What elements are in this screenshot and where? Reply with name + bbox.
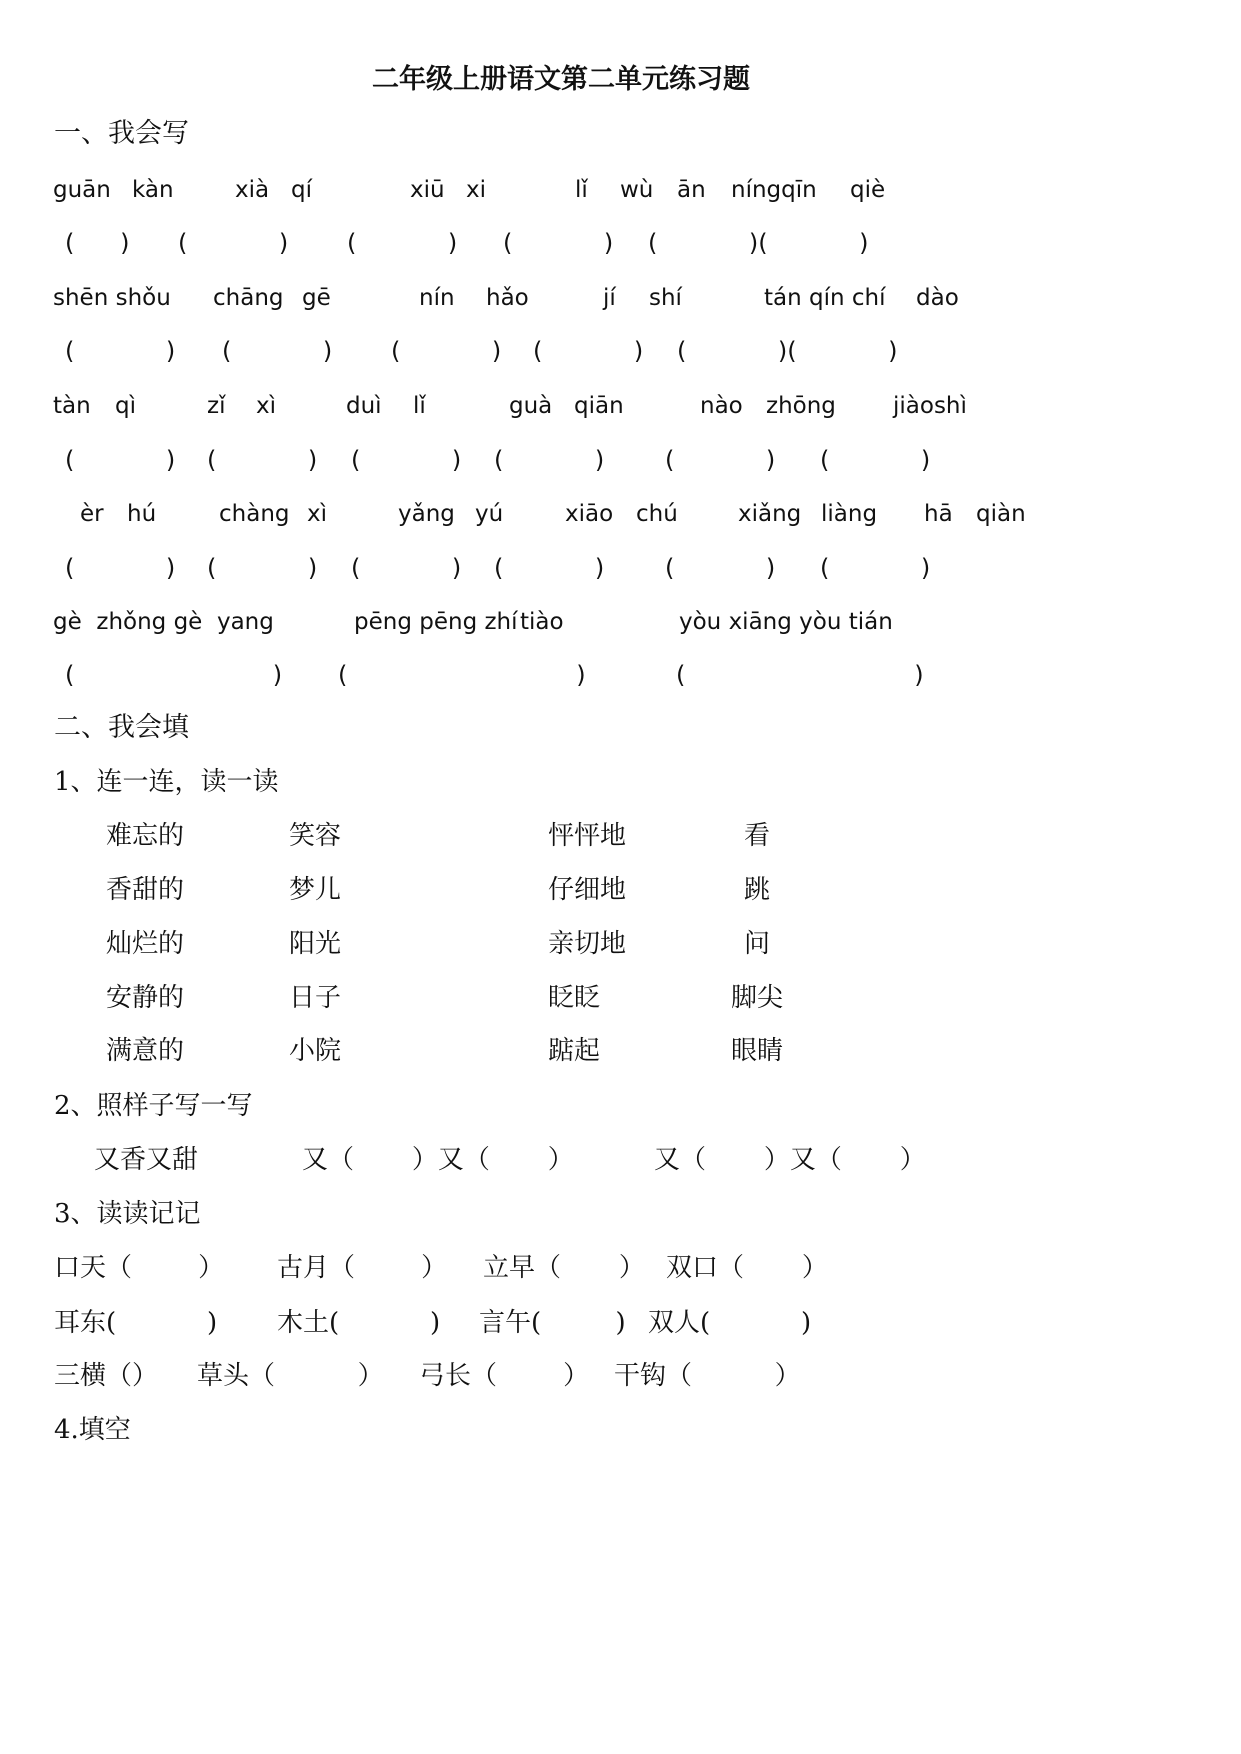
pinyin: shēn shǒu [53,285,171,311]
pinyin: qiè [850,177,886,203]
answer-blank[interactable]: ( ) [665,554,776,582]
pinyin: xià [235,177,270,203]
match-word[interactable]: 亲切地 [548,929,627,959]
pinyin: nín [419,285,455,311]
character-blank[interactable]: 草头（ ） [197,1361,384,1391]
pinyin: zhōng [766,393,836,419]
pattern-example: 又香又甜 [94,1145,199,1175]
pinyin: wù [620,177,654,203]
match-word[interactable]: 小院 [289,1036,342,1066]
pinyin: xì [307,501,328,527]
pinyin: zǐ [207,393,226,419]
pinyin: yòu xiāng yòu tián [679,609,893,635]
answer-blank[interactable]: ( ) [65,661,283,689]
answer-blank[interactable]: ( ) [65,554,176,582]
character-blank[interactable]: 双口（ ） [666,1253,828,1283]
character-blank[interactable]: 双人( ) [648,1308,812,1338]
pinyin: hā [924,501,953,527]
pattern-blank[interactable]: 又（ ）又（ ） [302,1145,574,1175]
answer-blank[interactable]: ( ) [351,554,462,582]
pinyin: guà [509,393,553,419]
match-word[interactable]: 脚尖 [731,983,784,1013]
pattern-blank[interactable]: 又（ ）又（ ） [654,1145,926,1175]
pinyin: lǐ [575,177,588,203]
pinyin: duì [346,393,382,419]
pinyin: hú [127,501,157,527]
match-word[interactable]: 看 [744,821,771,851]
pinyin: xiǎng [738,501,802,527]
character-blank[interactable]: 耳东( ) [54,1308,218,1338]
pinyin: tàn [53,393,91,419]
match-word[interactable]: 眼睛 [731,1036,784,1066]
answer-blank[interactable]: ( ) [820,446,931,474]
pinyin: guān [53,177,111,203]
answer-blank[interactable]: ( )( ) [648,229,869,257]
pinyin: gè zhǒng gè yang [53,609,274,635]
answer-blank[interactable]: ( )( ) [677,337,898,365]
question-1-label: 1、连一连，读一读 [54,767,279,797]
character-blank[interactable]: 弓长（ ） [419,1361,590,1391]
answer-blank[interactable]: ( ) [65,229,130,257]
match-word[interactable]: 踮起 [548,1036,601,1066]
pinyin: xiū [410,177,445,203]
pinyin: pēng pēng zhí [354,609,518,635]
pinyin: yú [475,501,504,527]
pinyin: jiàoshì [893,393,967,419]
character-blank[interactable]: 立早（ ） [483,1253,645,1283]
pinyin: ān [677,177,706,203]
answer-blank[interactable]: ( ) [351,446,462,474]
pinyin: yǎng [398,501,455,527]
answer-blank[interactable]: ( ) [338,661,586,689]
answer-blank[interactable]: ( ) [65,337,176,365]
match-word[interactable]: 梦儿 [289,875,342,905]
pinyin: xi [466,177,487,203]
match-word[interactable]: 满意的 [106,1036,185,1066]
pinyin: èr [80,501,104,527]
question-3-label: 3、读读记记 [54,1199,201,1229]
question-4-label: 4.填空 [54,1415,131,1445]
page-title: 二年级上册语文第二单元练习题 [372,64,750,95]
question-2-label: 2、照样子写一写 [54,1091,253,1121]
answer-blank[interactable]: ( ) [820,554,931,582]
answer-blank[interactable]: ( ) [347,229,458,257]
pinyin: níngqīn [731,177,817,203]
match-word[interactable]: 香甜的 [106,875,185,905]
answer-blank[interactable]: ( ) [494,446,605,474]
answer-blank[interactable]: ( ) [207,446,318,474]
pinyin: chú [636,501,678,527]
answer-blank[interactable]: ( ) [391,337,502,365]
match-word[interactable]: 跳 [744,875,771,905]
answer-blank[interactable]: ( ) [494,554,605,582]
answer-blank[interactable]: ( ) [503,229,614,257]
match-word[interactable]: 怦怦地 [548,821,627,851]
pinyin: xiāo [565,501,614,527]
pinyin: dào [916,285,959,311]
answer-blank[interactable]: ( ) [178,229,289,257]
answer-blank[interactable]: ( ) [222,337,333,365]
pinyin: liàng [821,501,878,527]
match-word[interactable]: 阳光 [289,929,342,959]
section-2-heading: 二、我会填 [54,712,189,743]
character-blank[interactable]: 木土( ) [277,1308,441,1338]
pinyin: qiàn [976,501,1026,527]
pinyin: tiào [520,609,564,635]
match-word[interactable]: 难忘的 [106,821,185,851]
pinyin: chàng [219,501,290,527]
character-blank[interactable]: 干钩（ ） [614,1361,801,1391]
pinyin: jí [603,285,616,311]
answer-blank[interactable]: ( ) [65,446,176,474]
pinyin: xì [256,393,277,419]
match-word[interactable]: 眨眨 [548,983,601,1013]
pinyin: shí [649,285,682,311]
match-word[interactable]: 日子 [289,983,342,1013]
section-1-heading: 一、我会写 [54,118,189,149]
pinyin: qí [291,177,312,203]
answer-blank[interactable]: ( ) [533,337,644,365]
match-word[interactable]: 灿烂的 [106,929,185,959]
pinyin: gē [302,285,331,311]
answer-blank[interactable]: ( ) [676,661,924,689]
character-blank[interactable]: 古月（ ） [277,1253,448,1283]
match-word[interactable]: 安静的 [106,983,185,1013]
answer-blank[interactable]: ( ) [665,446,776,474]
pinyin: chāng [213,285,284,311]
character-blank[interactable]: 言午( ) [479,1308,626,1338]
character-blank[interactable]: 口天（ ） [54,1253,225,1283]
pinyin: kàn [132,177,174,203]
pinyin: qì [115,393,136,419]
pinyin: lǐ [413,393,426,419]
answer-blank[interactable]: ( ) [207,554,318,582]
pinyin: tán qín chí [764,285,886,311]
match-word[interactable]: 仔细地 [548,875,627,905]
match-word[interactable]: 笑容 [289,821,342,851]
character-blank[interactable]: 三横（） [54,1361,159,1391]
pinyin: nào [700,393,743,419]
pinyin: qiān [574,393,624,419]
pinyin: hǎo [486,285,529,311]
match-word[interactable]: 问 [744,929,771,959]
